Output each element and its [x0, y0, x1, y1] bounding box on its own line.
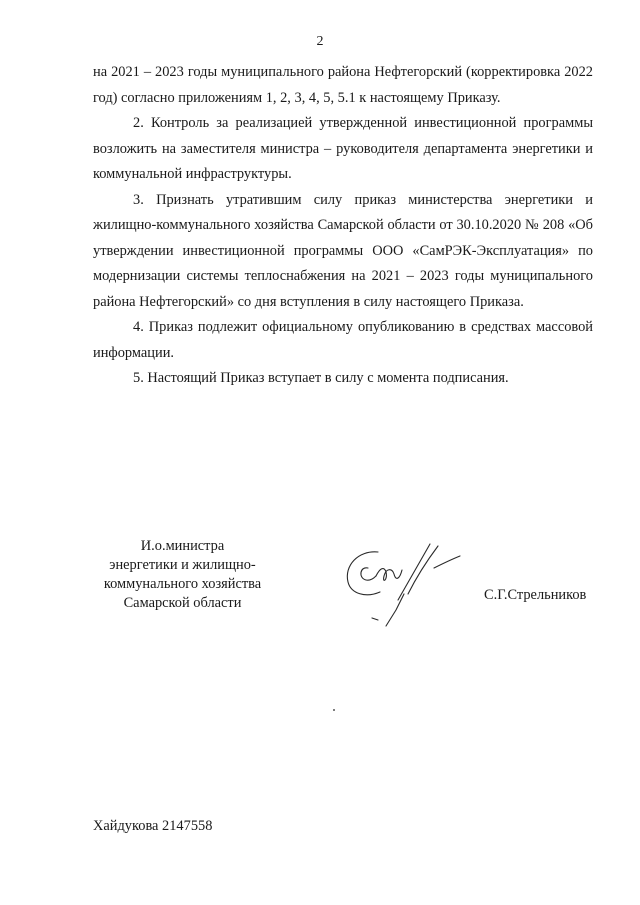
stray-dot	[333, 709, 335, 711]
signatory-position	[80, 537, 285, 613]
page-number: 2	[316, 34, 324, 49]
signer-name: С.Г.Стрельников	[484, 587, 587, 603]
paragraph-item-3: 3. Признать утратившим силу приказ министерства энергетики и жилищно-коммунального хозяйства Самарской области от 30.10.2020 № 208 «Об утверждении инвестиционной программы ООО «СамРЭК-Эксплуатация» по модернизации системы теплоснабжения на 2021 – 2023 годы муниципального района Нефтегорский» со дня вступления в силу настоящего Приказа.	[93, 191, 593, 310]
position-line: Самарской области	[123, 595, 242, 611]
paragraph-item-4: 4. Приказ подлежит официальному опубликованию в средствах массовой информации.	[93, 319, 593, 361]
position-line: энергетики и жилищно-	[109, 557, 256, 573]
document-body	[93, 60, 593, 392]
executor-contact: Хайдукова 2147558	[93, 818, 213, 834]
paragraph-item-5: 5. Настоящий Приказ вступает в силу с момента подписания.	[133, 370, 509, 386]
paragraph-item-2: 2. Контроль за реализацией утвержденной инвестиционной программы возложить на заместителя министра – руководителя департамента энергетики и коммунальной инфраструктуры.	[93, 115, 593, 182]
position-line: коммунального хозяйства	[103, 576, 262, 592]
handwritten-signature	[338, 538, 468, 638]
paragraph-continuation: на 2021 – 2023 годы муниципального района Нефтегорский (корректировка 2022 год) согласно приложениям 1, 2, 3, 4, 5, 5.1 к настоящему Приказу.	[93, 64, 593, 106]
position-line: И.о.министра	[140, 538, 225, 554]
